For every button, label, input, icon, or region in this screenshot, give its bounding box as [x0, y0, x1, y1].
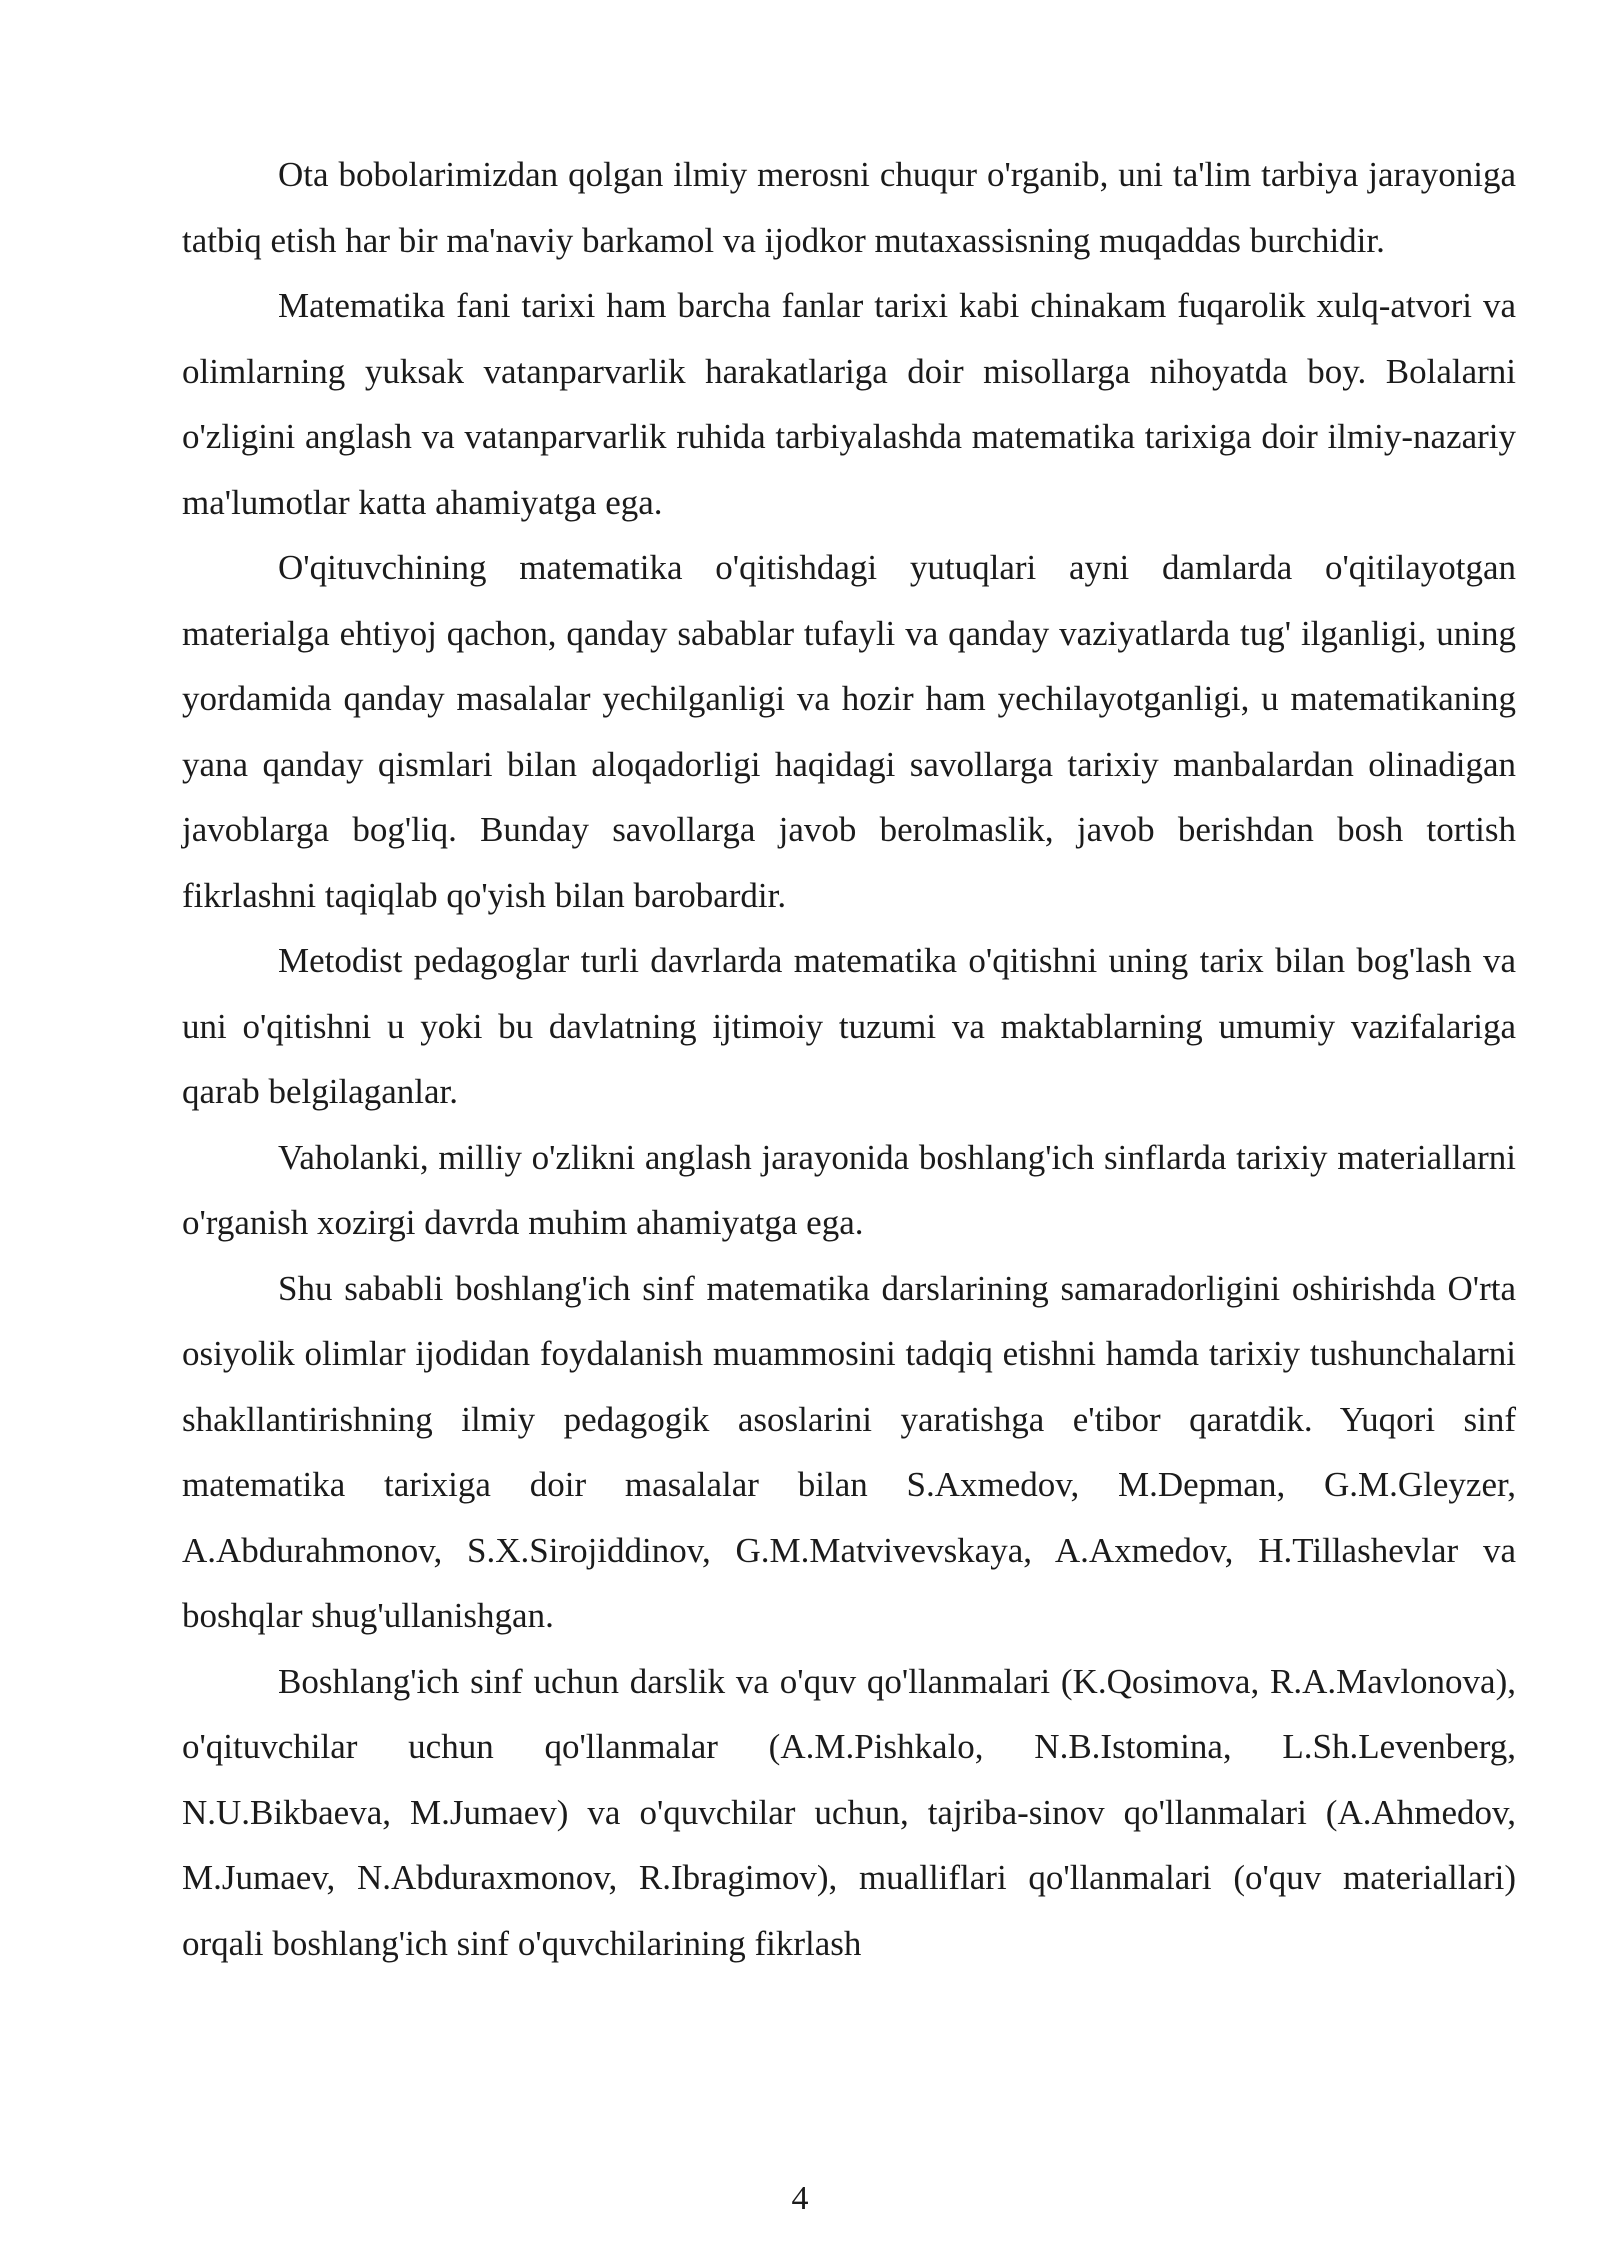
text-body [182, 142, 1516, 1976]
paragraph: Shu sababli boshlang'ich sinf matematika darslarining samaradorligini oshirishda O'rta osiyolik olimlar ijodidan foydalanish muammosini tadqiq etishni hamda tarixiy tushunchalarni shakllantirishning ilmiy pedagogik asoslarini yaratishga e'tibor qaratdik. Yuqori sinf matematika tarixiga doir masalalar bilan S.Axmedov, M.Depman, G.M.Gleyzer, A.Abdurahmonov, S.X.Sirojiddinov, G.M.Matvivevskaya, A.Axmedov, H.Tillashevlar va boshqlar shug'ullanishgan. [182, 1268, 1516, 1635]
page-number: 4 [791, 2180, 809, 2217]
paragraph: Matematika fani tarixi ham barcha fanlar tarixi kabi chinakam fuqarolik xulq-atvori va olimlarning yuksak vatanparvarlik harakatlariga doir misollarga nihoyatda boy. Bolalarni o'zligini anglash va vatanparvarlik ruhida tarbiyalashda matematika tarixiga doir ilmiy-nazariy ma'lumotlar katta ahamiyatga ega. [182, 286, 1516, 522]
paragraph: Metodist pedagoglar turli davrlarda matematika o'qitishni uning tarix bilan bog'lash va uni o'qitishni u yoki bu davlatning ijtimoiy tuzumi va maktablarning umumiy vazifalariga qarab belgilaganlar. [182, 941, 1516, 1111]
paragraph: Ota bobolarimizdan qolgan ilmiy merosni chuqur o'rganib, uni ta'lim tarbiya jarayoniga tatbiq etish har bir ma'naviy barkamol va ijodkor mutaxassisning muqaddas burchidir. [182, 155, 1516, 260]
paragraph: Boshlang'ich sinf uchun darslik va o'quv qo'llanmalari (K.Qosimova, R.A.Mavlonova), o'qituvchilar uchun qo'llanmalar (A.M.Pishkalo, N.B.Istomina, L.Sh.Levenberg, N.U.Bikbaeva, M.Jumaev) va o'quvchilar uchun, tajriba-sinov qo'llanmalari (A.Ahmedov, M.Jumaev, N.Abduraxmonov, R.Ibragimov), mualliflari qo'llanmalari (o'quv materiallari) orqali boshlang'ich sinf o'quvchilarining fikrlash [182, 1661, 1516, 1963]
paragraph: O'qituvchining matematika o'qitishdagi yutuqlari ayni damlarda o'qitilayotgan materialga ehtiyoj qachon, qanday sabablar tufayli va qanday vaziyatlarda tug' ilganligi, uning yordamida qanday masalalar yechilganligi va hozir ham yechilayotganligi, u matematikaning yana qanday qismlari bilan aloqadorligi haqidagi savollarga tarixiy manbalardan olinadigan javoblarga bog'liq. Bunday savollarga javob berolmaslik, javob berishdan bosh tortish fikrlashni taqiqlab qo'yish bilan barobardir. [182, 548, 1516, 915]
paragraph: Vaholanki, milliy o'zlikni anglash jarayonida boshlang'ich sinflarda tarixiy materiallarni o'rganish xozirgi davrda muhim ahamiyatga ega. [182, 1137, 1516, 1242]
